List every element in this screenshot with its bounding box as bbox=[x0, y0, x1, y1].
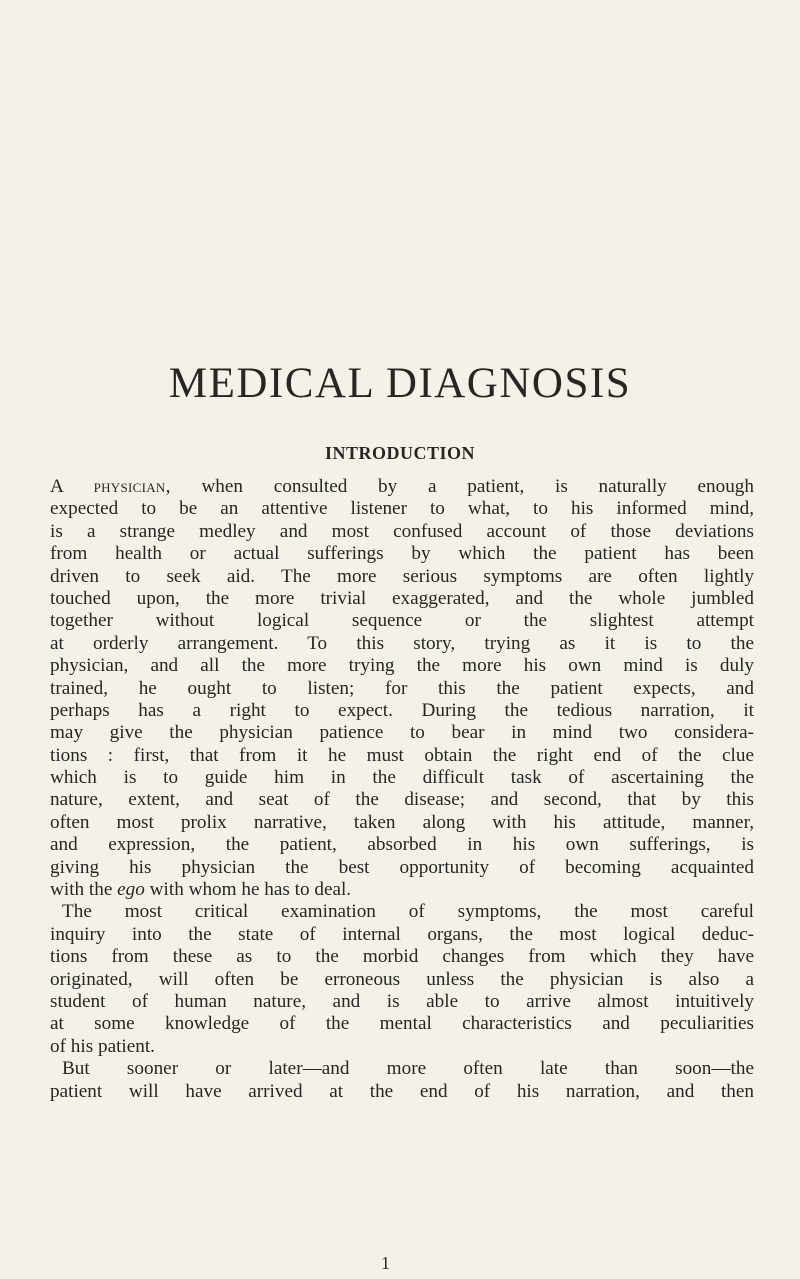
text-line: inquiry into the state of internal organs, the most logical deduc- bbox=[50, 923, 754, 945]
italic-word: ego bbox=[117, 879, 145, 901]
text-line: giving his physician the best opportunity of becoming acquainted bbox=[50, 856, 754, 878]
text-line: may give the physician patience to bear in mind two considera- bbox=[50, 722, 754, 744]
text-line: together without logical sequence or the slightest attempt bbox=[50, 610, 754, 632]
text-line: expected to be an attentive listener to what, to his informed mind, bbox=[50, 498, 754, 520]
text-line: which is to guide him in the difficult task of ascertaining the bbox=[50, 767, 754, 789]
text-line: originated, will often be erroneous unless the physician is also a bbox=[50, 968, 754, 990]
text-line: often most prolix narrative, taken along with his attitude, manner, bbox=[50, 811, 754, 833]
text-line: physician, and all the more trying the more his own mind is duly bbox=[50, 655, 754, 677]
text-line: perhaps has a right to expect. During the tedious narration, it bbox=[50, 699, 754, 721]
text-line: of his patient. bbox=[50, 1035, 155, 1057]
small-caps-word: physician, bbox=[93, 476, 171, 497]
text-line bbox=[50, 476, 754, 498]
text-line: trained, he ought to listen; for this the patient expects, and bbox=[50, 677, 754, 699]
page-title: MEDICAL DIAGNOSIS bbox=[168, 359, 632, 407]
text-line: at some knowledge of the mental characteristics and peculiarities bbox=[50, 1013, 754, 1035]
text-line: tions : first, that from it he must obtain the right end of the clue bbox=[50, 744, 754, 766]
text-line: nature, extent, and seat of the disease; and second, that by this bbox=[50, 789, 754, 811]
text-line: The most critical examination of symptoms, the most careful bbox=[62, 901, 754, 923]
text-line: and expression, the patient, absorbed in his own sufferings, is bbox=[50, 834, 754, 856]
text-line: is a strange medley and most confused account of those deviations bbox=[50, 520, 754, 542]
text-line bbox=[50, 879, 754, 901]
text-fragment: when consulted by a patient, is naturally enough bbox=[201, 476, 754, 497]
section-heading: INTRODUCTION bbox=[324, 442, 476, 463]
text-line: tions from these as to the morbid changes from which they have bbox=[50, 946, 754, 968]
text-fragment: with the bbox=[50, 879, 113, 901]
initial-word: A bbox=[50, 476, 63, 497]
text-line: touched upon, the more trivial exaggerated, and the whole jumbled bbox=[50, 587, 754, 609]
text-line: from health or actual sufferings by which the patient has been bbox=[50, 543, 754, 565]
text-line: patient will have arrived at the end of his narration, and then bbox=[50, 1080, 754, 1102]
page-number: 1 bbox=[381, 1253, 390, 1273]
text-line: But sooner or later—and more often late than soon—the bbox=[62, 1058, 754, 1080]
body-text bbox=[50, 476, 754, 1103]
text-fragment: with whom he has to deal. bbox=[149, 879, 352, 901]
text-line: at orderly arrangement. To this story, trying as it is to the bbox=[50, 632, 754, 654]
text-line: student of human nature, and is able to arrive almost intuitively bbox=[50, 990, 754, 1012]
text-line: driven to seek aid. The more serious symptoms are often lightly bbox=[50, 565, 754, 587]
